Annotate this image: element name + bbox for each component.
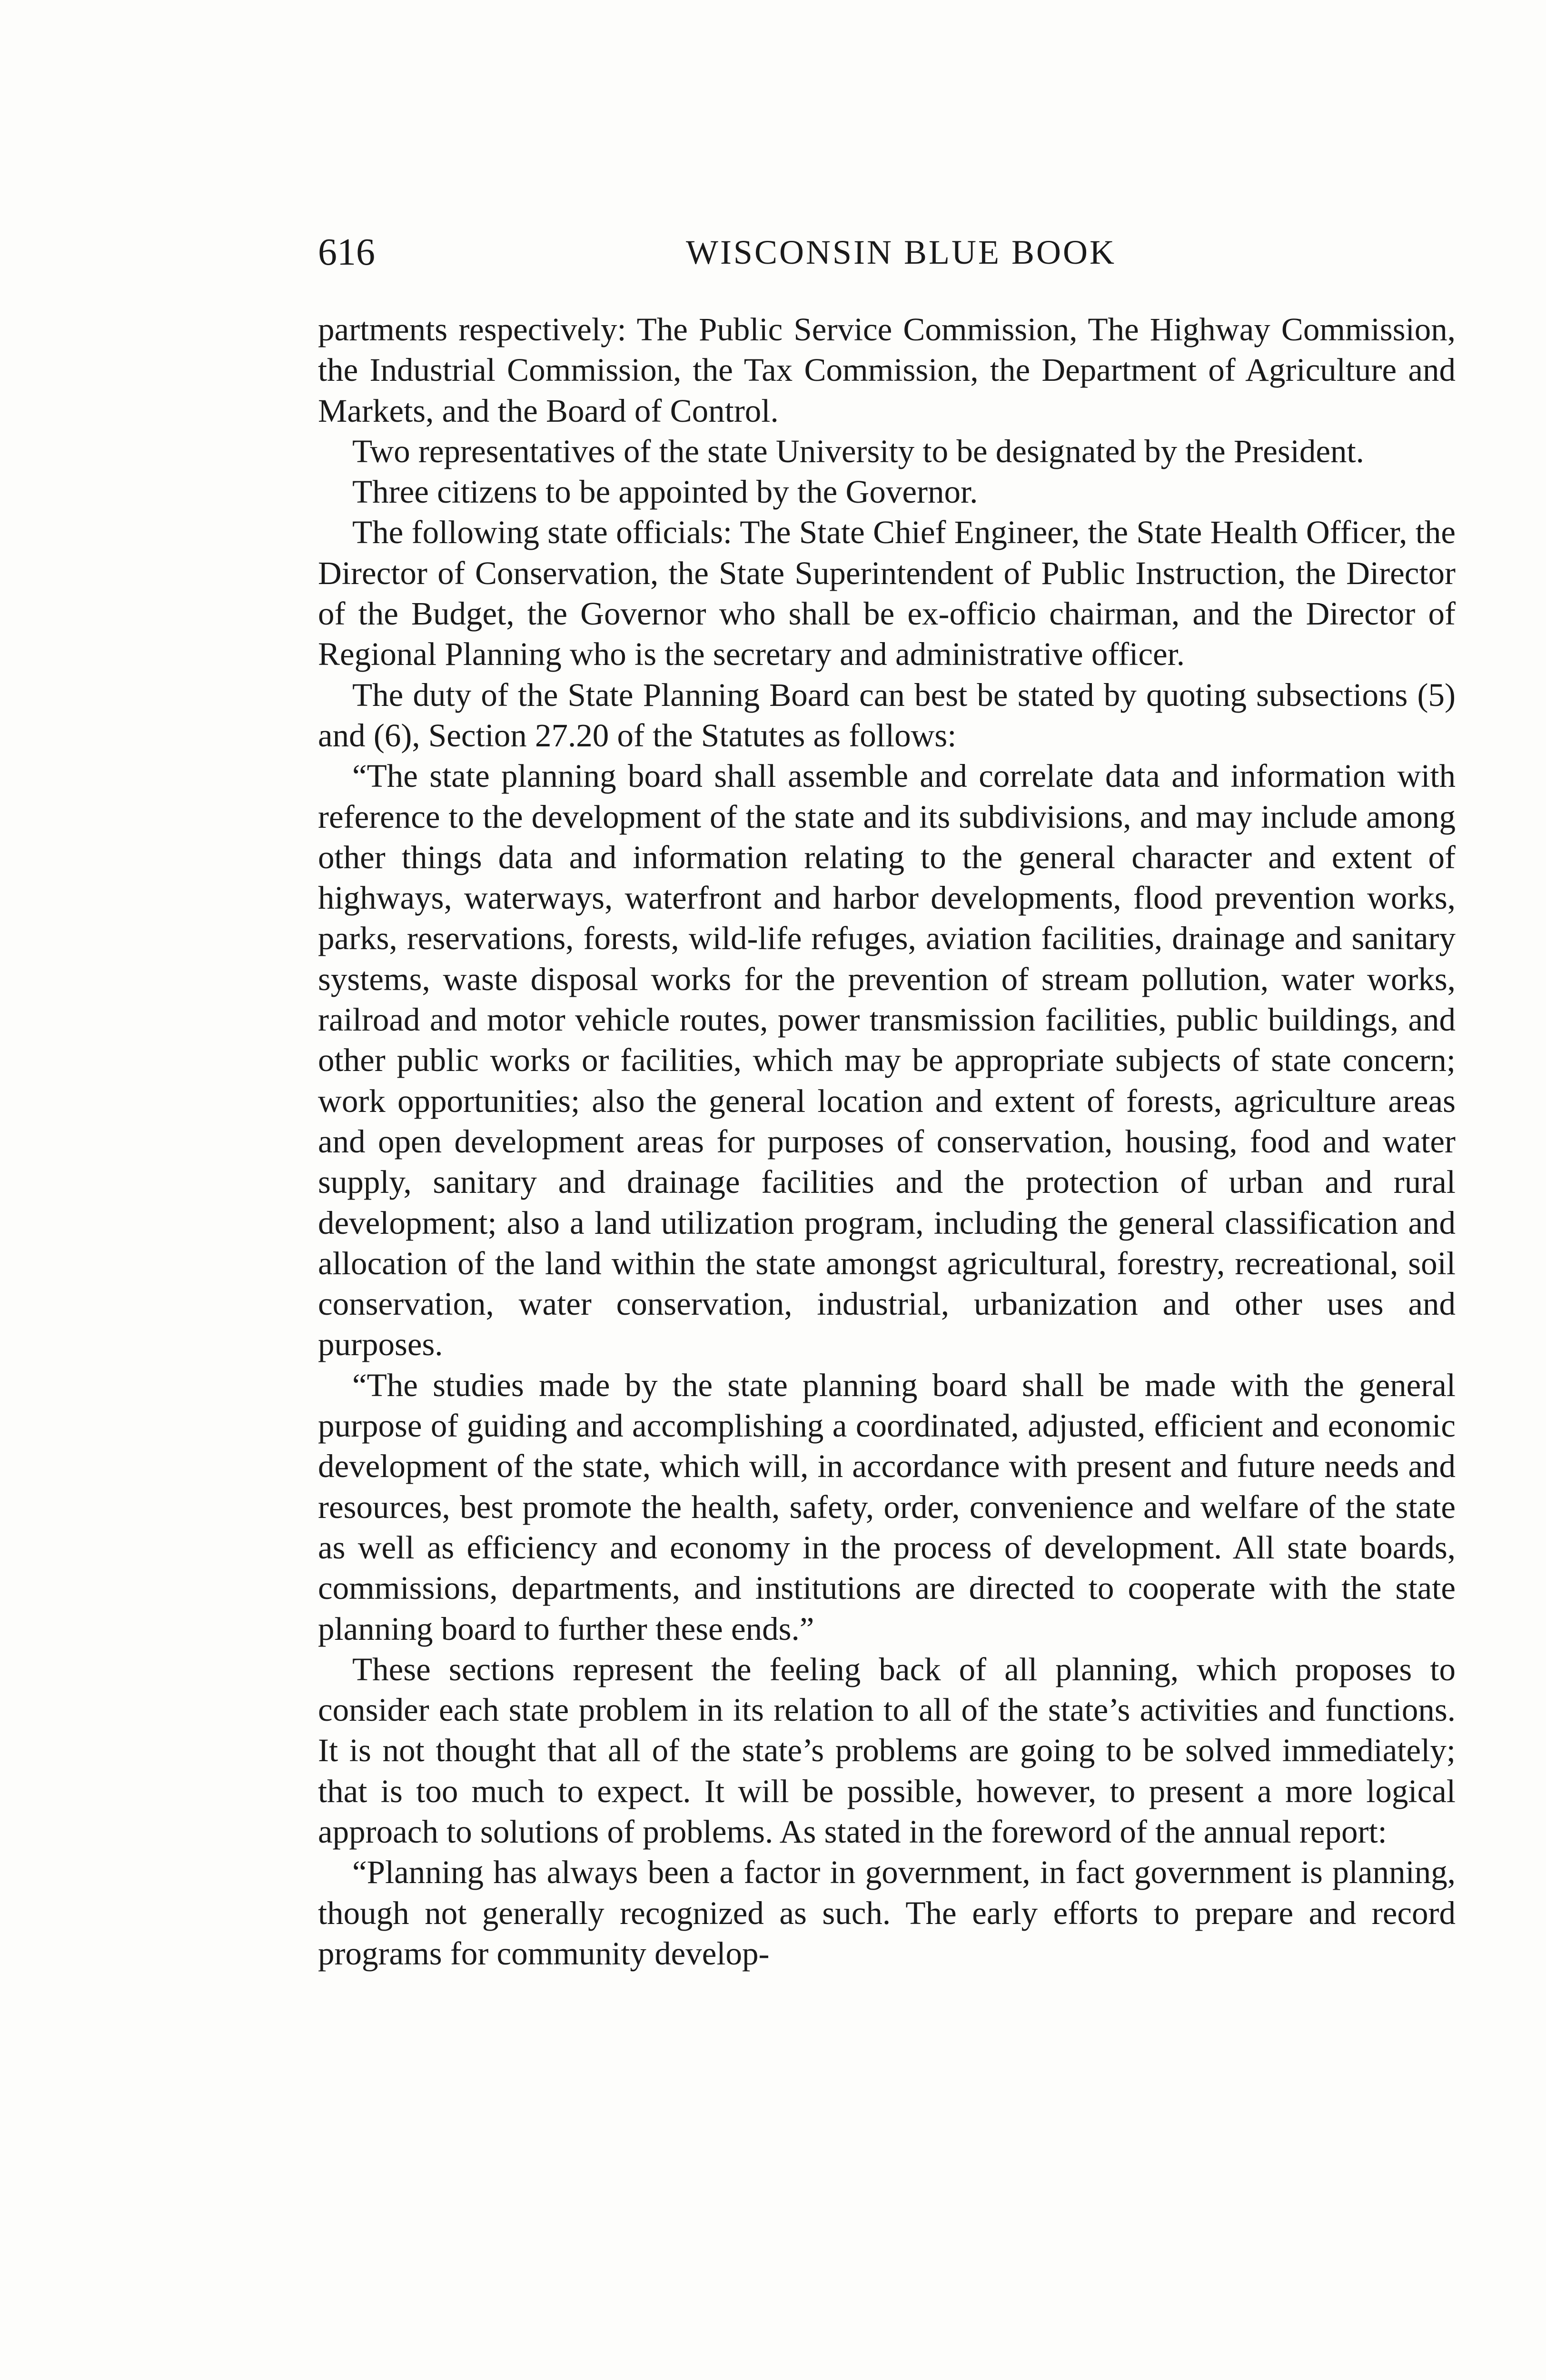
quoted-paragraph: “The state planning board shall assemble and correlate data and information with reference to the development of the state and its subdivisions, and may include among other things data and information relating to the general character and extent of highways, waterways, waterfront and harbor developments, flood prevention works, parks, reservations, forests, wild-life refuges, aviation facilities, drainage and sanitary systems, waste disposal works for the prevention of stream pollution, water works, railroad and motor vehicle routes, power transmission facilities, public buildings, and other public works or facilities, which may be appropriate subjects of state concern; work opportunities; also the general location and extent of forests, agriculture areas and open development areas for purposes of conservation, housing, food and water supply, sanitary and drainage facilities and the protection of urban and rural development; also a land utilization program, including the general classification and allocation of the land within the state amongst agricultural, forestry, recreational, soil conservation, water conservation, industrial, urbanization and other uses and purposes. <box>318 758 1456 1363</box>
body-text <box>318 309 1456 1974</box>
paragraph: These sections represent the feeling back of all planning, which proposes to consider each state problem in its relation to all of the state’s activities and functions. It is not thought that all of the state’s problems are going to be solved immediately; that is too much to expect. It will be possible, however, to present a more logical approach to solutions of problems. As stated in the foreword of the annual report: <box>318 1651 1456 1850</box>
paragraph: Two representatives of the state University to be designated by the President. <box>352 433 1364 469</box>
paragraph: The following state officials: The State Chief Engineer, the State Health Officer, the Director of Conservation, the State Superintendent of Public Instruction, the Director of the Budget, the Governor who shall be ex-officio chairman, and the Director of Regional Planning who is the secretary and administrative officer. <box>318 514 1456 673</box>
paragraph: Three citizens to be appointed by the Governor. <box>352 474 978 510</box>
quoted-paragraph: “The studies made by the state planning board shall be made with the general purpose of guiding and accomplishing a coordinated, adjusted, efficient and economic development of the state, which will, in accordance with present and future needs and resources, best promote the health, safety, order, convenience and welfare of the state as well as efficiency and economy in the process of development. All state boards, commissions, departments, and institutions are directed to cooperate with the state planning board to further these ends.” <box>318 1367 1456 1647</box>
running-title: WISCONSIN BLUE BOOK <box>686 233 1116 271</box>
quoted-paragraph: “Planning has always been a factor in government, in fact government is planning, though not generally recognized as such. The early efforts to prepare and record programs for community develop- <box>318 1854 1456 1972</box>
paragraph: partments respectively: The Public Service Commission, The Highway Commission, the Industrial Commission, the Tax Commission, the Department of Agriculture and Markets, and the Board of Control. <box>318 311 1456 429</box>
page-header <box>318 226 1456 278</box>
paragraph: The duty of the State Planning Board can best be stated by quoting subsections (5) and (6), Section 27.20 of the Statutes as follows: <box>318 676 1456 754</box>
page-number: 616 <box>318 231 375 273</box>
